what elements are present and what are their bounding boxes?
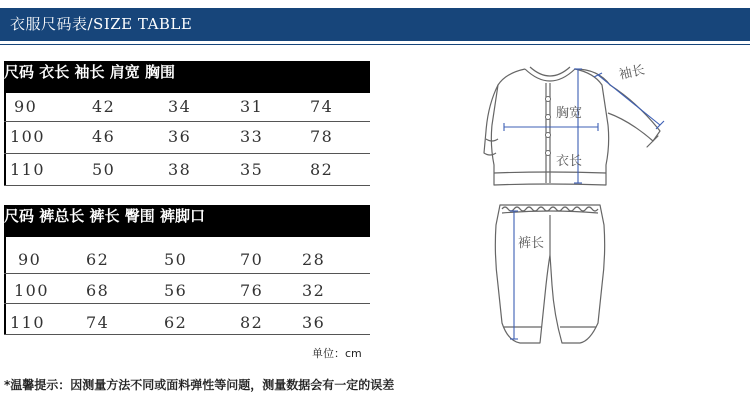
col-header-pants-length: 裤长 xyxy=(89,207,120,225)
cell-chest: 74 xyxy=(310,97,334,116)
pants-outline xyxy=(495,205,604,343)
cell-shoulder: 35 xyxy=(240,160,264,179)
row-divider xyxy=(4,303,370,304)
page-title: 衣服尺码表/SIZE TABLE xyxy=(10,15,193,33)
measurement-lines xyxy=(504,69,664,339)
col-header-total-length: 裤总长 xyxy=(39,207,85,225)
cell-cuff: 28 xyxy=(302,250,326,269)
cell-total-length: 68 xyxy=(86,281,110,300)
cell-cuff: 32 xyxy=(302,281,326,300)
cell-sleeve: 34 xyxy=(168,97,192,116)
measurement-note: *温馨提示：因测量方法不同或面料弹性等问题，测量数据会有一定的误差 xyxy=(4,378,395,392)
header-divider xyxy=(0,41,750,43)
unit-label: 单位：cm xyxy=(312,347,362,360)
cell-total-length: 74 xyxy=(86,313,110,332)
cell-hip: 70 xyxy=(240,250,264,269)
cell-shoulder: 33 xyxy=(240,127,264,146)
table-side-bar xyxy=(4,93,6,186)
cell-size: 100 xyxy=(10,127,46,146)
col-header-cuff: 裤脚口 xyxy=(160,207,206,225)
sleeve-label: 袖长 xyxy=(617,62,647,83)
row-divider xyxy=(4,185,370,186)
cell-chest: 78 xyxy=(310,127,334,146)
cell-hip: 76 xyxy=(240,281,264,300)
cell-size: 110 xyxy=(10,160,46,179)
cell-pants-length: 50 xyxy=(164,250,188,269)
length-label: 衣长 xyxy=(556,154,583,169)
cell-size: 100 xyxy=(14,281,50,300)
row-divider xyxy=(4,121,370,122)
col-header-length: 衣长 xyxy=(39,63,70,81)
col-header-size: 尺码 xyxy=(4,63,35,81)
cell-length: 42 xyxy=(92,97,116,116)
row-divider xyxy=(4,334,370,335)
col-header-chest: 胸围 xyxy=(145,63,176,81)
bottom-table-header xyxy=(4,205,370,237)
cell-hip: 82 xyxy=(240,313,264,332)
cell-size: 90 xyxy=(18,250,42,269)
cell-total-length: 62 xyxy=(86,250,110,269)
cell-sleeve: 36 xyxy=(168,127,192,146)
cell-chest: 82 xyxy=(310,160,334,179)
cell-cuff: 36 xyxy=(302,313,326,332)
pants-length-label: 裤长 xyxy=(518,236,545,251)
table-side-bar xyxy=(4,237,6,335)
cell-size: 90 xyxy=(14,97,38,116)
col-header-shoulder: 肩宽 xyxy=(109,63,140,81)
cell-pants-length: 56 xyxy=(164,281,188,300)
top-table-header xyxy=(4,61,370,93)
col-header-size: 尺码 xyxy=(4,207,35,225)
row-divider xyxy=(4,153,370,154)
header-underline xyxy=(0,44,750,45)
chest-label: 胸宽 xyxy=(556,106,583,121)
top-size-table xyxy=(4,61,370,186)
cell-shoulder: 31 xyxy=(240,97,264,116)
bottom-size-table xyxy=(4,205,370,335)
cell-length: 50 xyxy=(92,160,116,179)
cell-length: 46 xyxy=(92,127,116,146)
cell-sleeve: 38 xyxy=(168,160,192,179)
cell-pants-length: 62 xyxy=(164,313,188,332)
col-header-sleeve: 袖长 xyxy=(74,63,105,81)
garment-diagram xyxy=(470,55,700,355)
col-header-hip: 臀围 xyxy=(124,207,155,225)
cell-size: 110 xyxy=(10,313,46,332)
row-divider xyxy=(4,273,370,274)
